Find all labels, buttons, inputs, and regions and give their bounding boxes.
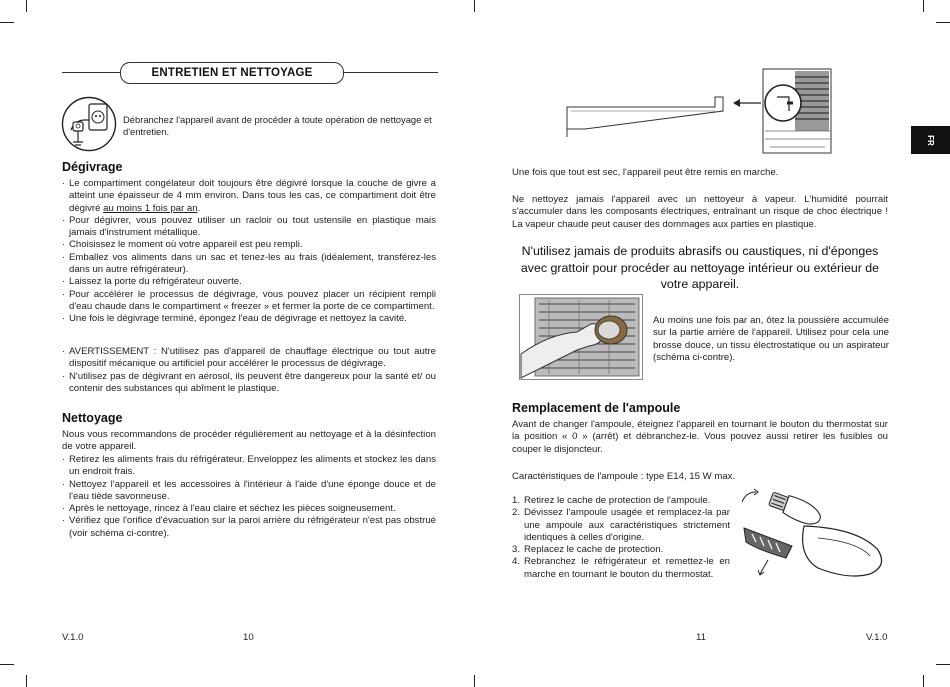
section-title: ENTRETIEN ET NETTOYAGE (151, 67, 313, 79)
crop-mark (936, 22, 950, 23)
list-item: · Pour dégivrer, vous pouvez utiliser un racloir ou tout ustensile en plastique mais jamais d'instrument métallique. (62, 215, 436, 240)
list-item: · Retirez les aliments frais du réfrigérateur. Enveloppez les aliments et stockez les dans un endroit frais. (62, 454, 436, 479)
defrost-list (62, 178, 436, 326)
underlined-text: au moins 1 fois par an (103, 202, 198, 214)
list-item: · Emballez vos aliments dans un sac et tenez-les au frais (idéalement, transférez-les dans un autre réfrigérateur). (62, 252, 436, 277)
crop-mark (26, 0, 27, 12)
list-item: · Vérifiez que l'orifice d'évacuation sur la paroi arrière du réfrigérateur n'est pas obstrué (voir schéma ci-contre). (62, 515, 436, 540)
warning-item: · AVERTISSEMENT : N'utilisez pas d'appareil de chauffage électrique ou tout autre dispositif mécanique ou artificiel pour accélérer le processus de dégivrage. (62, 346, 436, 371)
bulb-heading: Remplacement de l'ampoule (512, 401, 681, 415)
bulb-replacement-illustration (738, 488, 890, 588)
list-item: · Laissez la porte du réfrigérateur ouverte. (62, 276, 436, 288)
step-item: 3. Replacez le cache de protection. (512, 544, 664, 556)
list-item: · Une fois le dégivrage terminé, épongez l'eau de dégivrage et nettoyez la cavité. (62, 313, 436, 325)
abrasive-warning: N'utilisez jamais de produits abrasifs ou caustiques, ni d'éponges avec grattoir pour procéder au nettoyage intérieur ou extérieur de votre appareil. (520, 244, 880, 291)
bulb-intro: Avant de changer l'ampoule, éteignez l'appareil en tournant le bouton du thermostat sur la position « 0 » (arrêt) et débranchez-le. Vous pouvez aussi retirer les fusibles ou couper le disjoncteur. (512, 419, 888, 455)
list-item: · Après le nettoyage, rincez à l'eau claire et séchez les pièces soigneusement. (62, 503, 436, 515)
step-item: 1. Retirez le cache de protection de l'ampoule. (512, 495, 711, 506)
step-item: 2. Dévissez l'ampoule usagée et remplacez-la par une ampoule aux caractéristiques strictement identiques à celles d'origine. (512, 507, 730, 543)
warning-item: · N'utilisez pas de dégivrant en aérosol, ils peuvent être dangereux pour la santé et/ ou contenir des substances qui abîment le plastique. (62, 371, 436, 396)
section-title-box (120, 62, 344, 84)
dust-cleaning-illustration (519, 294, 643, 380)
crop-mark (923, 675, 924, 687)
list-item: · Pour accélérer le processus de dégivrage, vous pouvez placer un récipient rempli d'eau chaude dans le compartiment « freezer » et fermer la porte de ce compartiment. (62, 289, 436, 314)
bulb-steps (512, 495, 730, 581)
language-tab-label: FR (925, 134, 935, 146)
cleaning-heading: Nettoyage (62, 411, 123, 425)
dry-text: Une fois que tout est sec, l'appareil peut être remis en marche. (512, 167, 779, 178)
drain-diagram (565, 67, 833, 155)
page-number: 10 (243, 632, 254, 643)
list-item: · Le compartiment congélateur doit toujours être dégivré lorsque la couche de givre a atteint une épaisseur de 4 mm environ. Dans tous les cas, ce compartiment doit être dégivré au moins 1 fois par an. (62, 178, 436, 215)
dust-text: Au moins une fois par an, ôtez la poussière accumulée sur la partie arrière de l'appareil. Utilisez pour cela une brosse douce, un tissu électrostatique ou un aspirateur (schéma ci-contre). (653, 315, 889, 363)
step-item: 4. Rebranchez le réfrigérateur et remettez-le en marche en tournant le bouton du thermostat. (512, 556, 730, 580)
language-tab (911, 126, 950, 154)
crop-mark (26, 675, 27, 687)
footer-version: V.1.0 (866, 632, 888, 643)
crop-mark (0, 22, 14, 23)
crop-mark (923, 0, 924, 12)
steam-text: Ne nettoyez jamais l'appareil avec un nettoyeur à vapeur. L'humidité pourrait s'accumuler dans les composants électriques, entraînant un risque de choc électrique ! La vapeur chaude peut causer des dommages aux parties en plastique. (512, 194, 888, 230)
defrost-heading: Dégivrage (62, 160, 123, 174)
page-number: 11 (696, 632, 706, 643)
footer-version: V.1.0 (62, 632, 84, 643)
unplug-text: Débranchez l'appareil avant de procéder à toute opération de nettoyage et d'entretien. (123, 114, 432, 138)
crop-mark (0, 664, 14, 665)
list-item: · Nettoyez l'appareil et les accessoires à l'intérieur à l'aide d'une éponge douce et de l'eau tiède savonneuse. (62, 479, 436, 504)
crop-mark (936, 664, 950, 665)
cleaning-list (62, 454, 436, 540)
unplug-icon (61, 96, 117, 152)
cleaning-intro: Nous vous recommandons de procéder régulièrement au nettoyage et à la désinfection de votre appareil. (62, 429, 436, 453)
crop-mark (474, 0, 475, 12)
bulb-specs: Caractéristiques de l'ampoule : type E14, 15 W max. (512, 471, 736, 482)
crop-mark (474, 675, 475, 687)
defrost-warnings (62, 346, 436, 395)
list-item: · Choisissez le moment où votre appareil est peu rempli. (62, 239, 436, 251)
